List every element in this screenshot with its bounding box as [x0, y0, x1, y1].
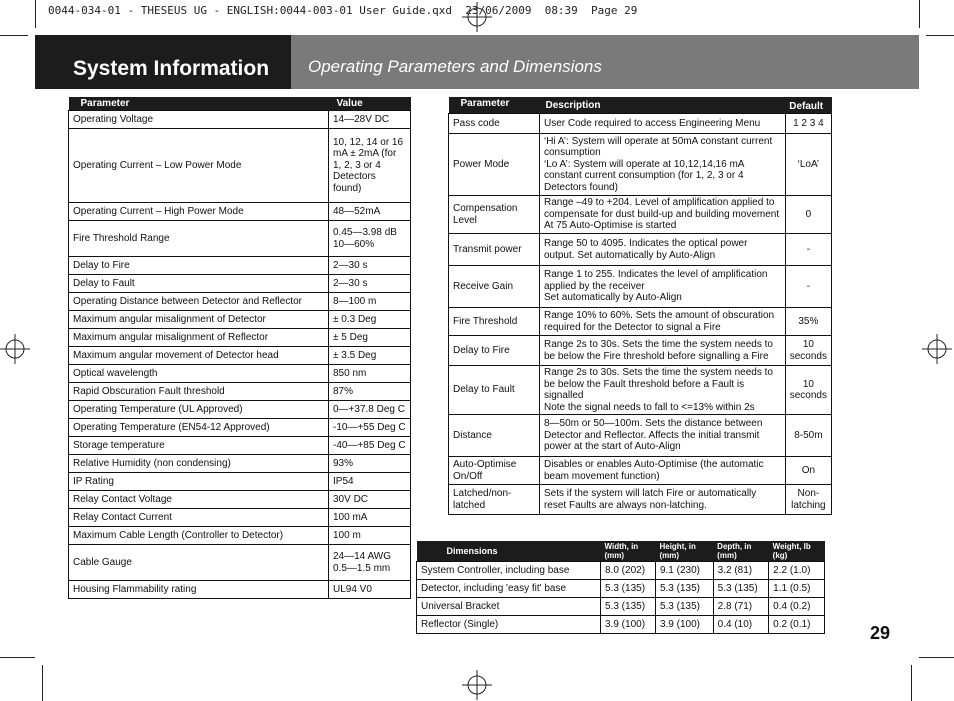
table-row	[69, 203, 411, 221]
column-header-parameter: Parameter	[449, 97, 540, 114]
description-cell: Range 10% to 60%. Sets the amount of obscuration required for the Detector to signal a Fire	[539, 308, 785, 336]
parameter-cell: Delay to Fire	[69, 257, 329, 275]
table-row	[69, 401, 411, 419]
table-row	[69, 527, 411, 545]
parameter-cell: Relay Contact Voltage	[69, 491, 329, 509]
column-header-value: Value	[329, 97, 411, 111]
column-header-default: Default	[785, 97, 831, 114]
parameter-cell: Operating Voltage	[69, 111, 329, 129]
table-row	[449, 485, 832, 515]
weight-cell: 0.4 (0.2)	[769, 598, 825, 616]
table-row	[69, 111, 411, 129]
value-cell: 30V DC	[329, 491, 411, 509]
default-cell: 0	[785, 196, 831, 234]
parameter-cell: Rapid Obscuration Fault threshold	[69, 383, 329, 401]
table-header-row	[449, 97, 832, 114]
weight-cell: 1.1 (0.5)	[769, 580, 825, 598]
table-row	[69, 329, 411, 347]
height-cell: 5.3 (135)	[655, 598, 713, 616]
default-cell: -	[785, 266, 831, 308]
parameter-cell: Transmit power	[449, 234, 540, 266]
table-row	[69, 455, 411, 473]
table-header-row	[69, 97, 411, 111]
crop-mark	[919, 0, 920, 28]
value-cell: -10—+55 Deg C	[329, 419, 411, 437]
table-row	[69, 275, 411, 293]
table-row	[449, 308, 832, 336]
registration-mark-icon	[922, 334, 952, 364]
table-row	[69, 491, 411, 509]
value-cell: 87%	[329, 383, 411, 401]
description-cell: Sets if the system will latch Fire or automatically reset Faults are always non-latching.	[539, 485, 785, 515]
description-cell: Disables or enables Auto-Optimise (the automatic beam movement function)	[539, 457, 785, 485]
table-row	[417, 580, 825, 598]
table-row	[69, 419, 411, 437]
column-header-parameter: Parameter	[69, 97, 329, 111]
table-row	[449, 415, 832, 457]
default-cell: 10 seconds	[785, 366, 831, 415]
parameter-cell: Operating Distance between Detector and Reflector	[69, 293, 329, 311]
parameter-cell: Compensation Level	[449, 196, 540, 234]
table-row	[69, 347, 411, 365]
parameter-cell: Maximum Cable Length (Controller to Detector)	[69, 527, 329, 545]
value-cell: ± 5 Deg	[329, 329, 411, 347]
table-row	[449, 266, 832, 308]
width-cell: 3.9 (100)	[601, 616, 656, 634]
depth-cell: 2.8 (71)	[713, 598, 768, 616]
description-cell: Range 2s to 30s. Sets the time the system needs to be below the Fault threshold before a Fault is signalled Note the signal needs to fall to <=13% within 2s	[539, 366, 785, 415]
column-header-depth: Depth, in (mm)	[713, 541, 768, 562]
parameter-cell: Maximum angular misalignment of Reflector	[69, 329, 329, 347]
crop-mark	[35, 0, 36, 28]
value-cell: UL94 V0	[329, 581, 411, 599]
weight-cell: 2.2 (1.0)	[769, 562, 825, 580]
column-header-height: Height, in (mm)	[655, 541, 713, 562]
parameter-cell: Cable Gauge	[69, 545, 329, 581]
table-row	[69, 581, 411, 599]
parameter-cell: IP Rating	[69, 473, 329, 491]
value-cell: -40—+85 Deg C	[329, 437, 411, 455]
item-cell: Reflector (Single)	[417, 616, 601, 634]
default-cell: On	[785, 457, 831, 485]
parameter-cell: Operating Temperature (EN54-12 Approved)	[69, 419, 329, 437]
parameter-cell: Receive Gain	[449, 266, 540, 308]
default-cell: 10 seconds	[785, 336, 831, 366]
parameter-cell: Delay to Fault	[69, 275, 329, 293]
table-row	[69, 365, 411, 383]
engineering-parameters-table	[448, 97, 832, 515]
parameter-cell: Pass code	[449, 114, 540, 134]
table-row	[449, 114, 832, 134]
table-row	[69, 509, 411, 527]
page-number: 29	[870, 623, 891, 643]
parameter-cell: Delay to Fire	[449, 336, 540, 366]
value-cell: 14—28V DC	[329, 111, 411, 129]
parameter-cell: Relative Humidity (non condensing)	[69, 455, 329, 473]
parameter-cell: Relay Contact Current	[69, 509, 329, 527]
value-cell: 850 nm	[329, 365, 411, 383]
parameter-cell: Fire Threshold	[449, 308, 540, 336]
table-row	[449, 366, 832, 415]
parameter-cell: Distance	[449, 415, 540, 457]
parameter-cell: Maximum angular movement of Detector head	[69, 347, 329, 365]
column-header-weight: Weight, lb (kg)	[769, 541, 825, 562]
value-cell: 24—14 AWG 0.5—1.5 mm	[329, 545, 411, 581]
parameter-cell: Operating Current – High Power Mode	[69, 203, 329, 221]
width-cell: 5.3 (135)	[601, 598, 656, 616]
print-slug: 0044-034-01 - THESEUS UG - ENGLISH:0044-003-01 User Guide.qxd 23/06/2009 08:39 Page 29	[48, 4, 638, 17]
parameter-cell: Optical wavelength	[69, 365, 329, 383]
crop-mark	[926, 35, 954, 36]
default-cell: Non-latching	[785, 485, 831, 515]
table-row	[69, 221, 411, 257]
item-cell: Universal Bracket	[417, 598, 601, 616]
depth-cell: 5.3 (135)	[713, 580, 768, 598]
column-header-width: Width, in (mm)	[601, 541, 656, 562]
default-cell: 35%	[785, 308, 831, 336]
registration-mark-icon	[0, 334, 30, 364]
table-row	[69, 257, 411, 275]
default-cell: 8-50m	[785, 415, 831, 457]
section-title-bar	[35, 35, 291, 89]
value-cell: IP54	[329, 473, 411, 491]
crop-mark	[0, 657, 35, 658]
dimensions-table	[416, 541, 825, 634]
crop-mark	[42, 665, 43, 701]
table-row	[449, 196, 832, 234]
value-cell: 2—30 s	[329, 257, 411, 275]
height-cell: 5.3 (135)	[655, 580, 713, 598]
section-subtitle-bar	[291, 35, 919, 89]
description-cell: 8—50m or 50—100m. Sets the distance between Detector and Reflector. Affects the initial transmit power at the start of Auto-Align	[539, 415, 785, 457]
table-row	[69, 545, 411, 581]
registration-mark-icon	[462, 670, 492, 700]
specifications-table	[68, 97, 411, 599]
value-cell: ± 3.5 Deg	[329, 347, 411, 365]
table-row	[417, 598, 825, 616]
description-cell: Range 50 to 4095. Indicates the optical power output. Set automatically by Auto-Align	[539, 234, 785, 266]
parameter-cell: Operating Temperature (UL Approved)	[69, 401, 329, 419]
crop-mark	[919, 657, 954, 658]
value-cell: 93%	[329, 455, 411, 473]
parameter-cell: Housing Flammability rating	[69, 581, 329, 599]
parameter-cell: Fire Threshold Range	[69, 221, 329, 257]
table-row	[69, 293, 411, 311]
crop-mark	[0, 35, 28, 36]
table-row	[417, 562, 825, 580]
description-cell: ‘Hi A’: System will operate at 50mA constant current consumption ‘Lo A’: System will operate at 10,12,14,16 mA constant current consumption (for 1, 2, 3 or 4 Detectors found)	[539, 134, 785, 196]
value-cell: 0.45—3.98 dB 10—60%	[329, 221, 411, 257]
parameter-cell: Delay to Fault	[449, 366, 540, 415]
parameter-cell: Operating Current – Low Power Mode	[69, 129, 329, 203]
value-cell: 2—30 s	[329, 275, 411, 293]
value-cell: ± 0.3 Deg	[329, 311, 411, 329]
table-row	[69, 473, 411, 491]
parameter-cell: Storage temperature	[69, 437, 329, 455]
depth-cell: 0.4 (10)	[713, 616, 768, 634]
registration-mark-icon	[462, 2, 492, 32]
item-cell: System Controller, including base	[417, 562, 601, 580]
value-cell: 100 m	[329, 527, 411, 545]
value-cell: 10, 12, 14 or 16 mA ± 2mA (for 1, 2, 3 or 4 Detectors found)	[329, 129, 411, 203]
description-cell: Range 2s to 30s. Sets the time the system needs to be below the Fire threshold before signalling a Fire	[539, 336, 785, 366]
parameter-cell: Auto-Optimise On/Off	[449, 457, 540, 485]
item-cell: Detector, including 'easy fit' base	[417, 580, 601, 598]
value-cell: 0—+37.8 Deg C	[329, 401, 411, 419]
value-cell: 8—100 m	[329, 293, 411, 311]
parameter-cell: Latched/non-latched	[449, 485, 540, 515]
default-cell: ‘LoA’	[785, 134, 831, 196]
table-row	[69, 129, 411, 203]
section-subtitle: Operating Parameters and Dimensions	[308, 57, 602, 76]
table-row	[69, 311, 411, 329]
parameter-cell: Maximum angular misalignment of Detector	[69, 311, 329, 329]
description-cell: Range –49 to +204. Level of amplification applied to compensate for dust build-up and building movement At 75 Auto-Optimise is started	[539, 196, 785, 234]
table-row	[69, 437, 411, 455]
value-cell: 100 mA	[329, 509, 411, 527]
table-row	[449, 457, 832, 485]
table-row	[69, 383, 411, 401]
table-row	[449, 134, 832, 196]
table-row	[449, 234, 832, 266]
table-row	[449, 336, 832, 366]
section-title: System Information	[73, 57, 270, 80]
value-cell: 48—52mA	[329, 203, 411, 221]
crop-mark	[911, 665, 912, 701]
column-header-dimensions: Dimensions	[417, 541, 601, 562]
width-cell: 8.0 (202)	[601, 562, 656, 580]
table-row	[417, 616, 825, 634]
width-cell: 5.3 (135)	[601, 580, 656, 598]
table-header-row	[417, 541, 825, 562]
default-cell: 1 2 3 4	[785, 114, 831, 134]
parameter-cell: Power Mode	[449, 134, 540, 196]
depth-cell: 3.2 (81)	[713, 562, 768, 580]
description-cell: User Code required to access Engineering Menu	[539, 114, 785, 134]
weight-cell: 0.2 (0.1)	[769, 616, 825, 634]
column-header-description: Description	[539, 97, 785, 114]
height-cell: 9.1 (230)	[655, 562, 713, 580]
default-cell: -	[785, 234, 831, 266]
description-cell: Range 1 to 255. Indicates the level of amplification applied by the receiver Set automatically by Auto-Align	[539, 266, 785, 308]
height-cell: 3.9 (100)	[655, 616, 713, 634]
